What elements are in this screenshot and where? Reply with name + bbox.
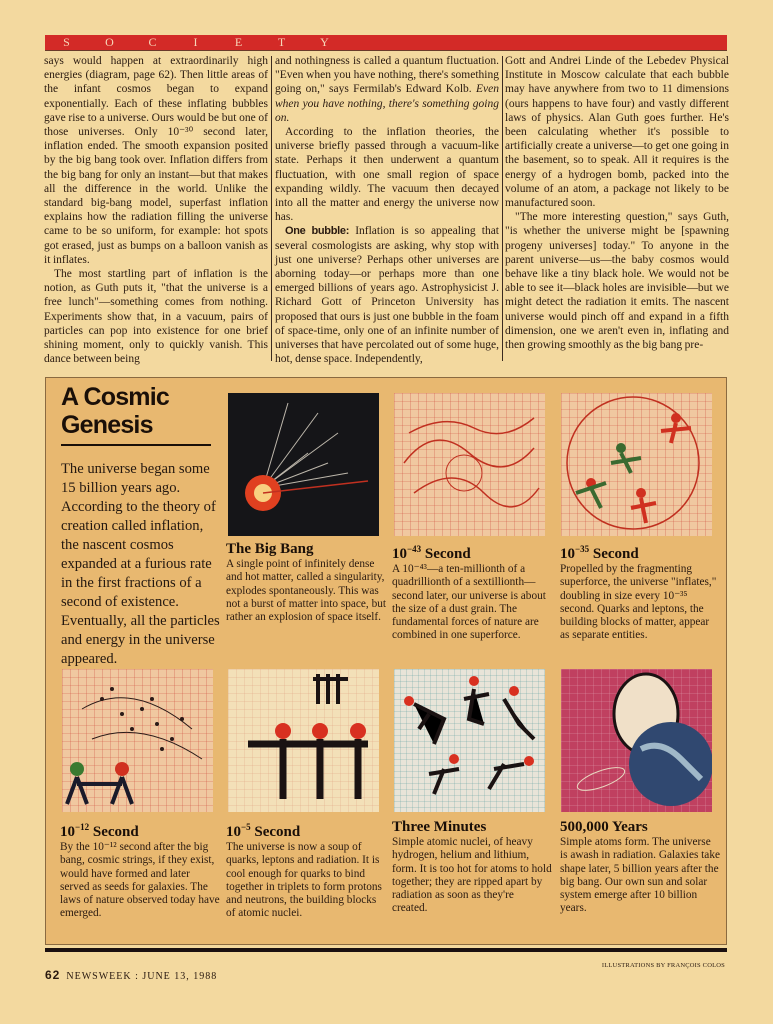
title-underline — [61, 444, 211, 446]
quark-triplets-illustration — [228, 669, 379, 812]
publication-date: NEWSWEEK : JUNE 13, 1988 — [66, 971, 218, 982]
footer-rule — [45, 948, 727, 952]
title-rest: Second — [89, 824, 139, 840]
stage-text: The universe is now a soup of quarks, leptons and radiation. It is cool enough for quarks to bind together in triplets to form protons and neutrons, the building blocks of atomic nuclei. — [226, 841, 382, 920]
illustration-credit: ILLUSTRATIONS BY FRANÇOIS COLOS — [601, 962, 725, 969]
paragraph: says would happen at extraordinarily high energies (diagram, page 62). Then little areas of the infant cosmos began to expand exponentially. Each of these inflating bubbles gave rise to a universe. Ours would be but one of those universes. Only 10⁻³⁰ second later, inflation ended. The smooth expansion posited by the big bang took over. Inflation differs from the big bang for only an instant—but that makes all the difference in the world. Unlike the standard big-bang model, superfast inflation explains how the radiation filling the universe came to be so uniform, for example: hot spots got erased, just as bumps on a balloon vanish as it inflates. — [44, 55, 268, 266]
stage-text: A single point of infinitely dense and hot matter, called a singularity, explodes spontaneously. This was not a burst of matter into space, but rather an explosion of space itself. — [226, 558, 386, 624]
section-letter: O — [105, 35, 114, 49]
divider — [45, 50, 727, 51]
title-exponent: −43 — [407, 544, 422, 554]
stage-text: A 10⁻⁴³—a ten-millionth of a quadrillionth of a sextillionth—second later, our universe is about the size of a dust grain. The fundamental forces of nature are combined in one superforce. — [392, 563, 546, 642]
subhead-one-bubble: One bubble: — [285, 225, 350, 238]
stage-three-minutes — [392, 818, 552, 916]
title-base: 10 — [392, 546, 407, 562]
stage-title: 500,000 Years — [560, 819, 648, 835]
section-letter: Y — [320, 35, 329, 49]
earth-atoms-illustration — [561, 669, 712, 812]
title-base: 10 — [60, 824, 75, 840]
stage-title: Three Minutes — [392, 819, 487, 835]
inflation-figures-illustration — [561, 393, 712, 536]
grid-illustration-10-43 — [394, 393, 545, 536]
sidebar-title — [61, 383, 169, 439]
paragraph: Gott and Andrei Linde of the Lebedev Physical Institute in Moscow calculate that each bubble may have anywhere from two to 11 dimensions (ours happens to have four) and vastly different laws of physics. Alan Guth goes further. He's been calculating whether it's possible to artificially create a universe—to get one going in the basement, so to speak. All it requires is the energy of a hydrogen bomb, packed into the volume of an atom, a package not likely to be manufactured soon. — [505, 55, 729, 210]
stage-500000-years — [560, 818, 720, 916]
column-divider — [502, 56, 503, 361]
cosmic-genesis-sidebar — [45, 377, 727, 945]
title-base: 10 — [226, 824, 241, 840]
article-column-1 — [44, 54, 268, 366]
italic-quote: Even when you have nothing, there's something going on. — [275, 83, 499, 124]
title-rest: Second — [589, 546, 639, 562]
stage-title — [392, 540, 552, 563]
atomic-nuclei-illustration — [394, 669, 545, 812]
stage-big-bang — [226, 540, 386, 624]
stage-title: The Big Bang — [226, 541, 314, 557]
paragraph: According to the inflation theories, the universe briefly passed through a vacuum-like state. Perhaps it then underwent a quantum fluctuation, with one small region of space expanding wildly. The vacuum then decayed into all the matter and energy the universe now has. — [275, 126, 499, 224]
paragraph-text: and nothingness is called a quantum fluctuation. "Even when you have nothing, there's something going on," says Fermilab's Edward Kolb. — [275, 55, 499, 96]
paragraph: "The more interesting question," says Guth, "is whether the universe might be [spawning progeny universes] today." To anyone in the parent universe—us—the baby cosmos would behave like a tiny black hole. We would not be able to see it—black holes are invisible—but we might detect the radiation it emits. The nascent universe would pinch off and expand in a fifth dimension, one we aren't even in, inflating and then growing smoothly as the big bang pre- — [505, 211, 729, 352]
section-letter: T — [277, 35, 286, 49]
paragraph-text: Inflation is so appealing that several cosmologists are asking, why stop with just one universe? Perhaps other universes are aborning today—or perhaps more than one emerged billions of years ago. Astrophysicist J. Richard Gott of Princeton University has proposed that ours is just one bubble in the foam of space-time, only one of an infinite number of universes that have percolated out of some huge, hot, dense space. Independently, — [275, 225, 499, 366]
page-folio — [45, 968, 217, 982]
section-letter: C — [148, 35, 157, 49]
title-rest: Second — [250, 824, 301, 840]
title-line: A Cosmic — [61, 383, 169, 411]
column-divider — [271, 56, 272, 361]
section-letter: E — [234, 35, 243, 49]
sidebar-intro: The universe began some 15 billion years ago. According to the theory of creation called inflation, the nascent cosmos expanded at a furious rate in the first fractions of a second of existence. Eventually, all the particles and energy in the universe appeared. — [61, 461, 220, 667]
stage-title — [560, 540, 720, 563]
section-letter: S — [63, 35, 70, 49]
big-bang-illustration — [228, 393, 379, 536]
stage-title — [60, 818, 220, 841]
title-line: Genesis — [61, 411, 153, 439]
stage-10-43-second — [392, 540, 552, 643]
title-exponent: −35 — [575, 544, 590, 554]
section-letter: I — [193, 35, 198, 49]
paragraph — [275, 224, 499, 366]
stage-text: Simple atomic nuclei, of heavy hydrogen, helium and lithium, form. It is too hot for atoms to hold together; they are ripped apart by radiation as soon as they're created. — [392, 836, 552, 915]
section-header-society — [45, 35, 727, 50]
stage-10-12-second — [60, 818, 220, 921]
article-column-2 — [275, 54, 499, 366]
stage-text: Propelled by the fragmenting superforce, the universe "inflates," doubling in size every 10⁻³⁵ second. Quarks and leptons, the building blocks of matter, appear as separate entities. — [560, 563, 717, 642]
stage-10-5-second — [226, 818, 386, 921]
title-rest: Second — [421, 546, 471, 562]
stage-title — [226, 818, 386, 841]
paragraph: The most startling part of inflation is the notion, as Guth puts it, "that the universe is a free lunch"—something comes from nothing. Experiments show that, in a vacuum, pairs of particles can pop into existence for one brief shining moment, only to quickly vanish. This dance between being — [44, 268, 268, 366]
article-column-3 — [505, 54, 729, 352]
stage-10-35-second — [560, 540, 720, 643]
paragraph — [275, 54, 499, 125]
stage-text: Simple atoms form. The universe is awash in radiation. Galaxies take shape later, 5 billion years after the big bang. Our own sun and solar system emerge after 10 billion years. — [560, 836, 720, 915]
cosmic-strings-illustration — [62, 669, 213, 812]
title-exponent: −12 — [75, 822, 90, 832]
stage-text: By the 10⁻¹² second after the big bang, cosmic strings, if they exist, would have formed and later served as seeds for galaxies. The laws of nature observed today have emerged. — [60, 841, 220, 920]
page-number: 62 — [45, 968, 61, 982]
title-base: 10 — [560, 546, 575, 562]
title-exponent: −5 — [241, 822, 251, 832]
